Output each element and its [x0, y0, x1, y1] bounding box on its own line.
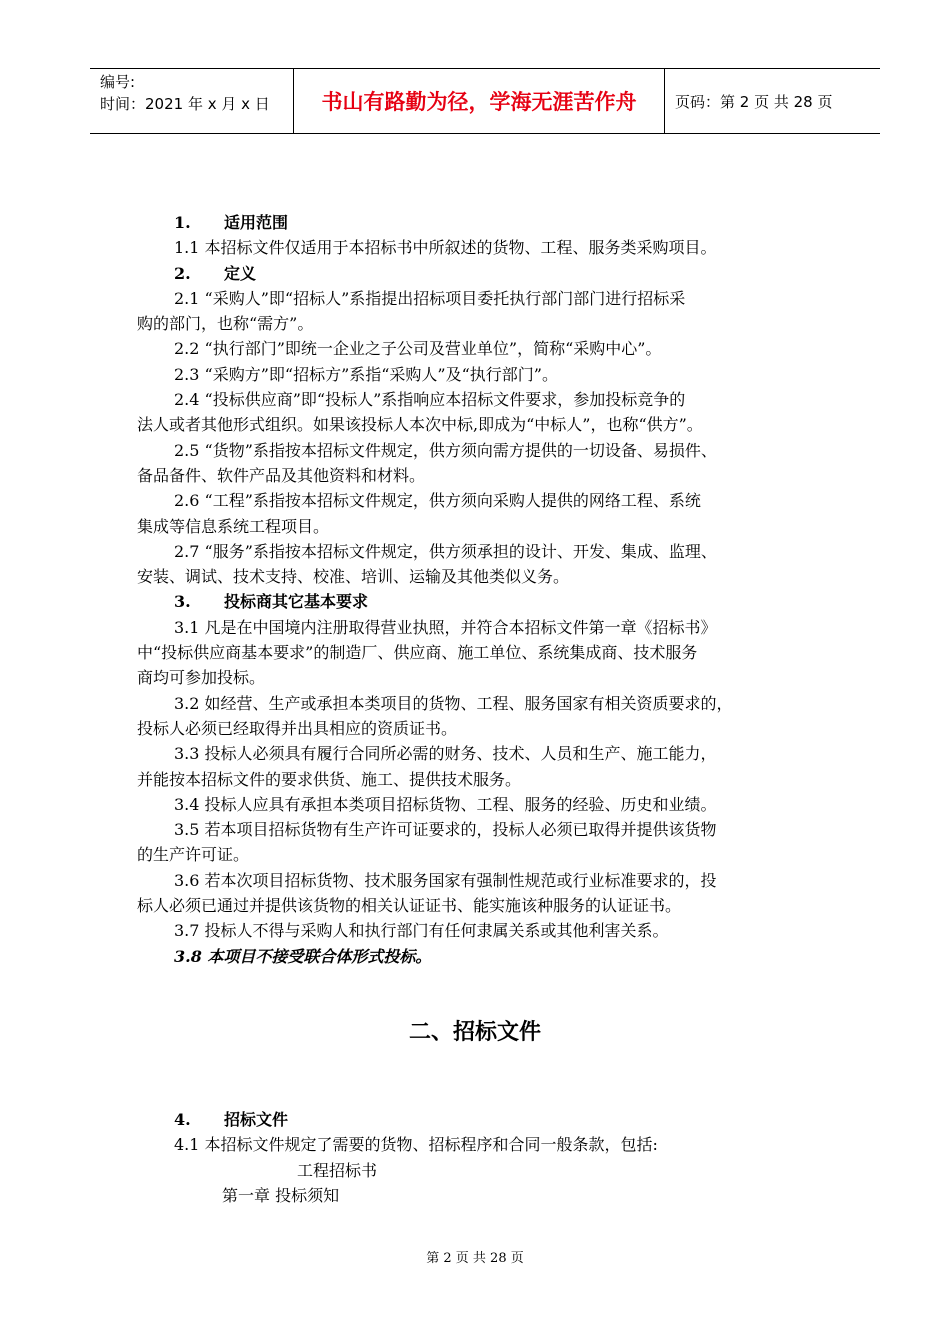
paragraph-3-1-cont: 中“投标供应商基本要求”的制造厂、供应商、施工单位、系统集成商、技术服务 — [137, 643, 698, 663]
paragraph-3-8: 3.8 本项目不接受联合体形式投标。 — [174, 946, 432, 966]
header-motto: 书山有路勤为径，学海无涯苦作舟 — [293, 69, 665, 133]
paragraph-3-2: 3.2 如经营、生产或承担本类项目的货物、工程、服务国家有相关资质要求的， — [174, 693, 733, 713]
paragraph-4-1: 4.1 本招标文件规定了需要的货物、招标程序和合同一般条款，包括: — [174, 1135, 658, 1155]
paragraph-1-1: 1.1 本招标文件仅适用于本招标书中所叙述的货物、工程、服务类采购项目。 — [174, 238, 717, 258]
body-section-1-3 — [137, 210, 857, 969]
header-page-label: 页码：第 2 页 共 28 页 — [675, 92, 833, 111]
paragraph-2-1: 2.1 “采购人”即“招标人”系指提出招标项目委托执行部门部门进行招标采 — [174, 288, 686, 308]
paragraph-3-5: 3.5 若本项目招标货物有生产许可证要求的，投标人必须已取得并提供该货物 — [174, 820, 717, 840]
paragraph-3-5-cont: 的生产许可证。 — [137, 845, 250, 865]
page-header — [90, 68, 880, 134]
paragraph-3-1: 3.1 凡是在中国境内注册取得营业执照，并符合本招标文件第一章《招标书》 — [174, 617, 717, 637]
section-heading-3: 3. 投标商其它基本要求 — [174, 592, 369, 612]
body-section-4 — [137, 1107, 857, 1208]
paragraph-2-5: 2.5 “货物”系指按本招标文件规定，供方须向需方提供的一切设备、易损件、 — [174, 440, 717, 460]
paragraph-2-1-cont: 购的部门，也称“需方”。 — [137, 314, 314, 334]
section-heading-1: 1. 适用范围 — [174, 213, 289, 232]
section-heading-2: 2. 定义 — [174, 263, 257, 283]
document-number-label: 编号: — [100, 73, 136, 91]
paragraph-2-3: 2.3 “采购方”即“招标方”系指“采购人”及“执行部门”。 — [174, 364, 558, 384]
header-left-cell — [90, 69, 293, 133]
paragraph-3-3-cont: 并能按本招标文件的要求供货、施工、提供技术服务。 — [137, 769, 522, 789]
chapter-title: 二、招标文件 — [408, 1020, 541, 1045]
paragraph-2-5-cont: 备品备件、软件产品及其他资料和材料。 — [137, 465, 426, 485]
list-item-chapter-1: 第一章 投标须知 — [222, 1185, 340, 1205]
paragraph-3-1-cont2: 商均可参加投标。 — [137, 668, 266, 688]
paragraph-2-6: 2.6 “工程”系指按本招标文件规定，供方须向采购人提供的网络工程、系统 — [174, 491, 701, 511]
document-time-label: 时间：2021 年 x 月 x 日 — [100, 95, 270, 113]
paragraph-3-6: 3.6 若本次项目招标货物、技术服务国家有强制性规范或行业标准要求的，投 — [174, 870, 717, 890]
paragraph-3-6-cont: 标人必须已通过并提供该货物的相关认证证书、能实施该种服务的认证证书。 — [137, 896, 682, 916]
paragraph-2-6-cont: 集成等信息系统工程项目。 — [137, 516, 330, 536]
paragraph-3-4: 3.4 投标人应具有承担本类项目招标货物、工程、服务的经验、历史和业绩。 — [174, 794, 717, 814]
paragraph-2-7-cont: 安装、调试、技术支持、校准、培训、运输及其他类似义务。 — [137, 567, 570, 587]
paragraph-2-7: 2.7 “服务”系指按本招标文件规定，供方须承担的设计、开发、集成、监理、 — [174, 541, 717, 561]
paragraph-2-2: 2.2 “执行部门”即统一企业之子公司及营业单位”，简称“采购中心”。 — [174, 339, 662, 359]
paragraph-2-4: 2.4 “投标供应商”即“投标人”系指响应本招标文件要求，参加投标竞争的 — [174, 390, 686, 410]
paragraph-3-7: 3.7 投标人不得与采购人和执行部门有任何隶属关系或其他利害关系。 — [174, 921, 669, 941]
section-heading-4: 4. 招标文件 — [174, 1110, 289, 1129]
page-footer: 第 2 页 共 28 页 — [426, 1251, 524, 1266]
paragraph-3-3: 3.3 投标人必须具有履行合同所必需的财务、技术、人员和生产、施工能力， — [174, 744, 717, 764]
list-item-tender-book: 工程招标书 — [297, 1160, 378, 1180]
paragraph-2-4-cont: 法人或者其他形式组织。如果该投标人本次中标,即成为“中标人”，也称“供方”。 — [137, 415, 703, 435]
paragraph-3-2-cont: 投标人必须已经取得并出具相应的资质证书。 — [137, 718, 458, 738]
